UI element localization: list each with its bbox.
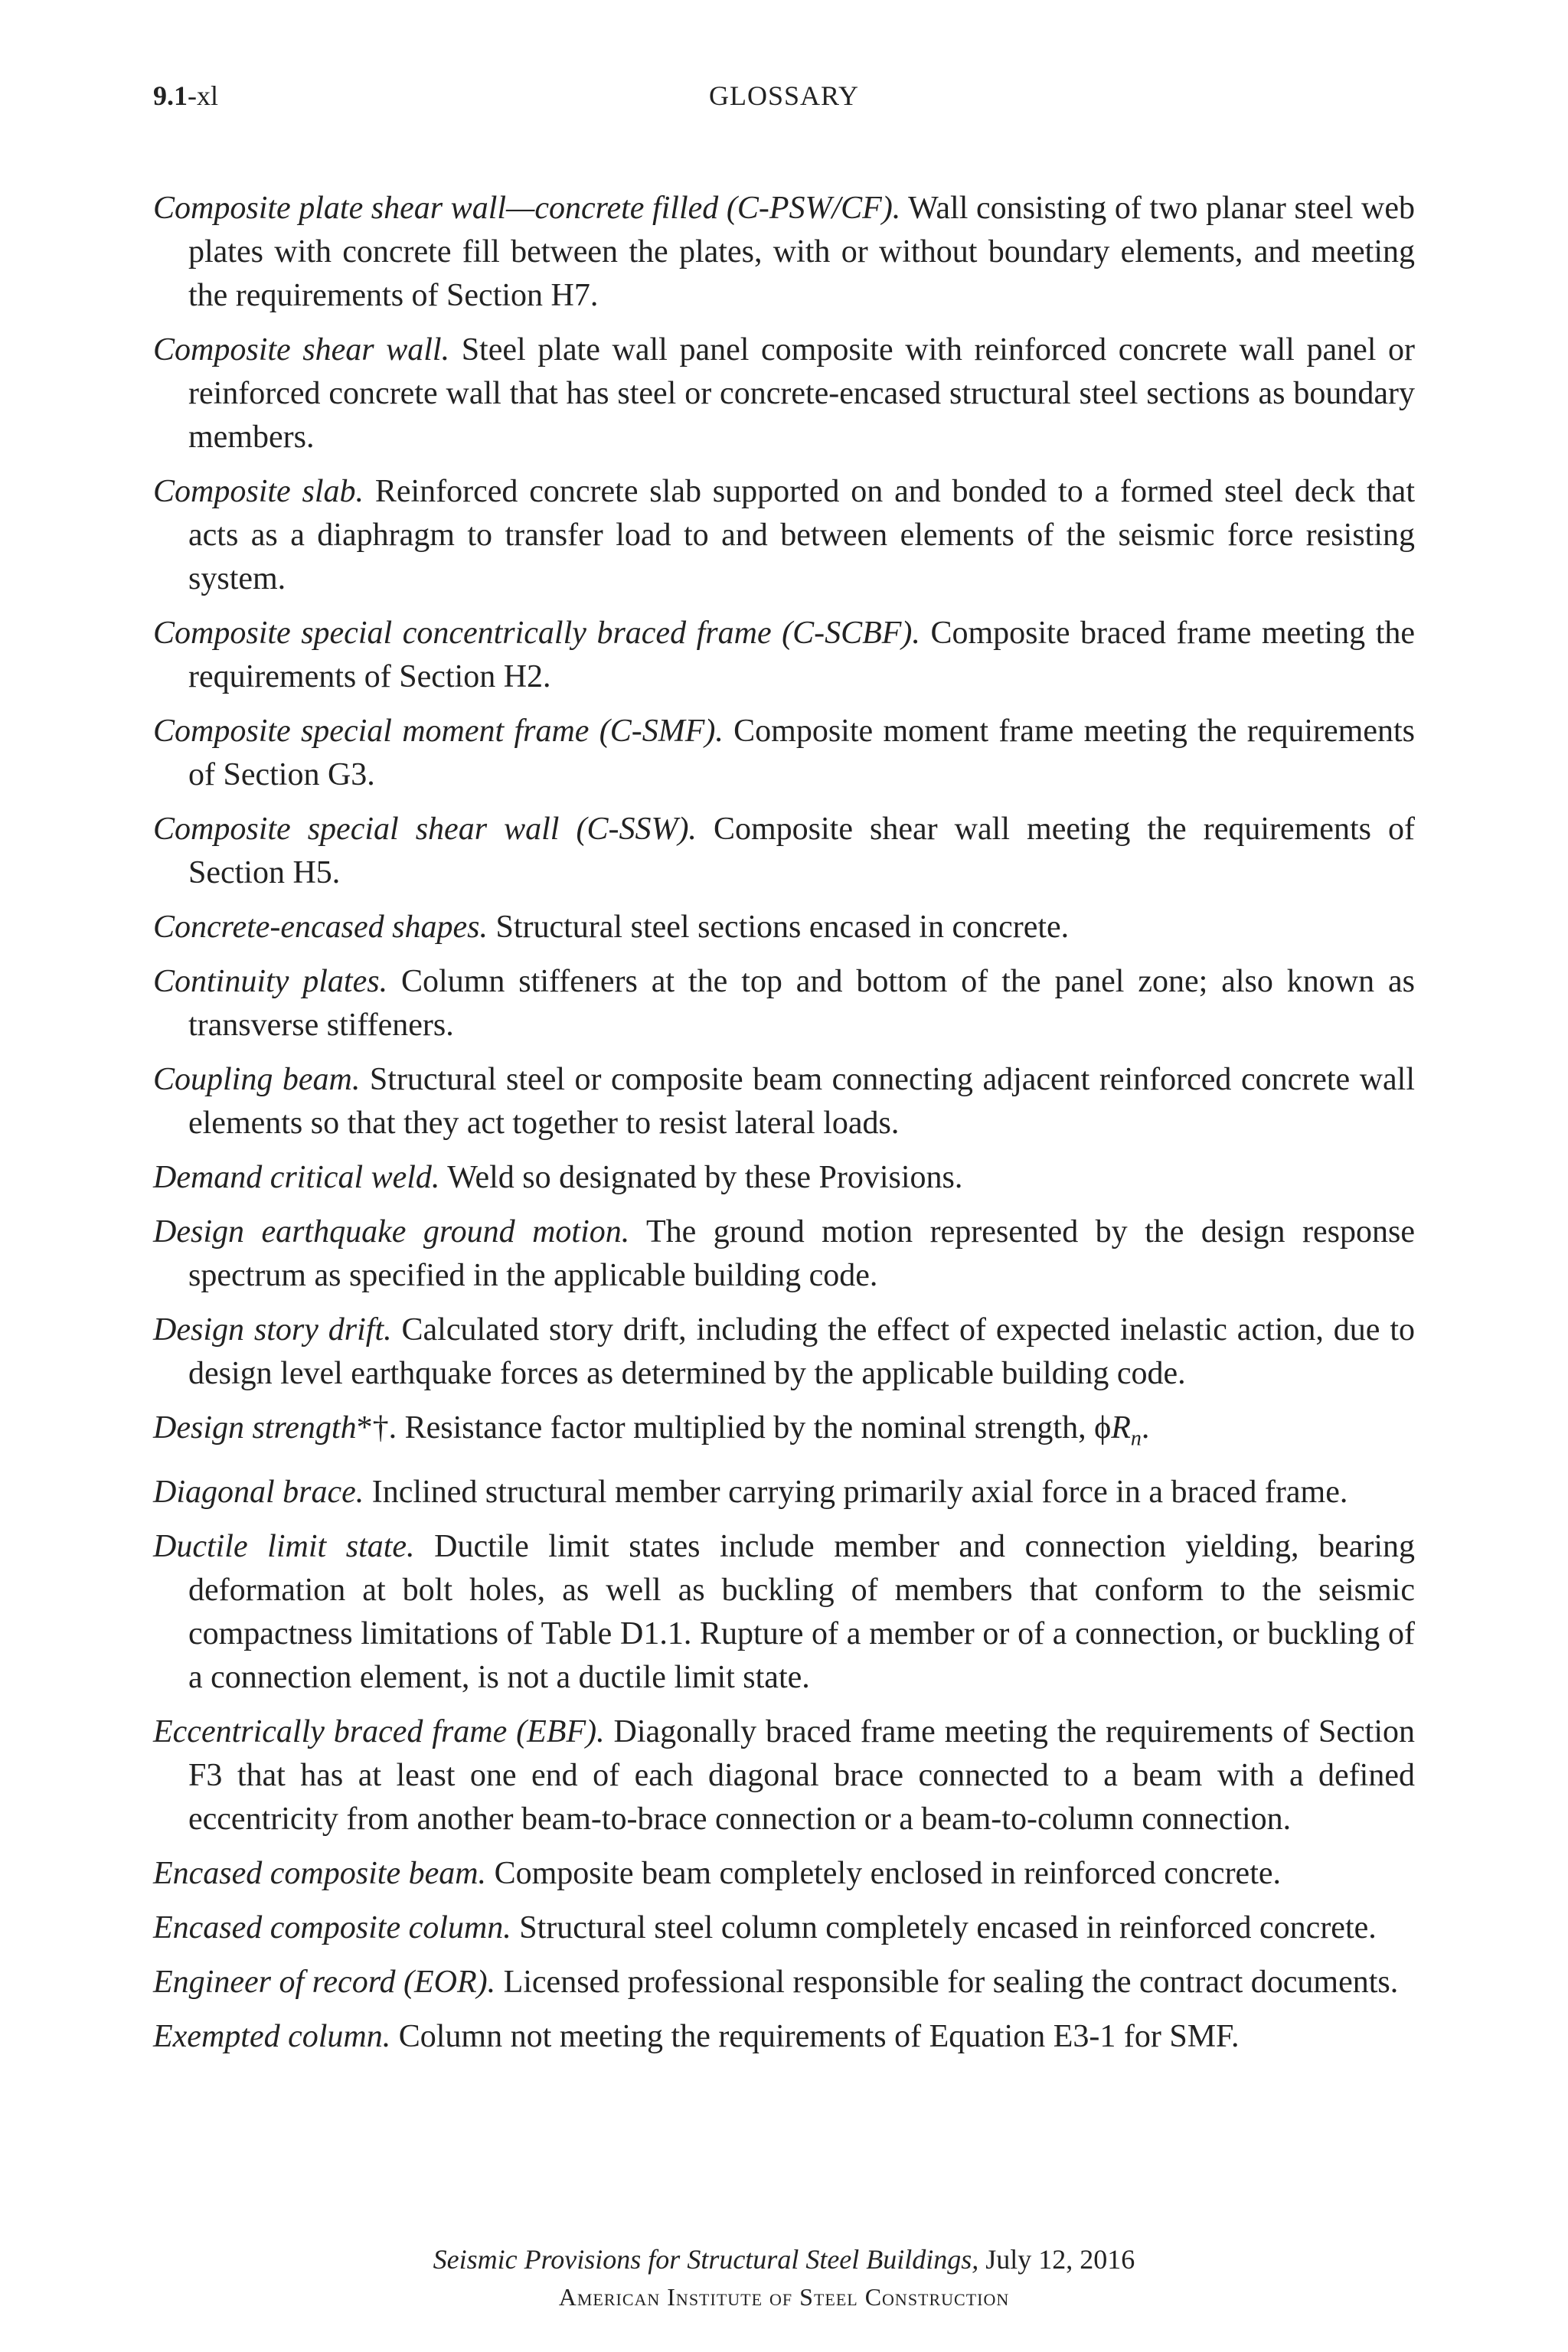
page-header: [153, 80, 1415, 118]
glossary-term: Continuity plates.: [153, 964, 388, 999]
glossary-entry: [153, 1308, 1415, 1396]
glossary-definition: Licensed professional responsible for sealing the contract documents.: [503, 1965, 1399, 2001]
glossary-term: Design earthquake ground motion.: [153, 1214, 630, 1250]
glossary-definition: Reinforced concrete slab supported on and bonded to a formed steel deck that acts as a diaphragm to transfer load to and between elements of the seismic force resisting system.: [188, 474, 1415, 596]
glossary-entry: [153, 1471, 1415, 1514]
glossary-definition: Column stiffeners at the top and bottom of the panel zone; also known as transverse stiffeners.: [188, 964, 1416, 1043]
glossary-entry: [153, 1525, 1415, 1700]
glossary-entry: [153, 1961, 1415, 2004]
glossary-entry: [153, 1852, 1415, 1896]
definition-text: Resistance factor multiplied by the nominal strength, ϕ: [404, 1410, 1112, 1446]
glossary-definition: Diagonally braced frame meeting the requirements of Section F3 that has at least one end of each diagonal brace connected to a beam with a defined eccentricity from another beam-to-brace connection or a beam-to-column connection.: [188, 1714, 1415, 1838]
page-number-main: 9.1: [153, 80, 188, 111]
glossary-entry: [153, 1156, 1415, 1200]
glossary-definition: Structural steel sections encased in concrete.: [495, 910, 1070, 945]
page-footer: [0, 2240, 1568, 2315]
glossary-definition: Inclined structural member carrying primarily axial force in a braced frame.: [371, 1475, 1348, 1511]
footer-organization: American Institute of Steel Construction: [558, 2283, 1010, 2311]
glossary-term: Eccentrically braced frame (EBF).: [153, 1714, 605, 1750]
glossary-entry: [153, 1058, 1415, 1145]
glossary-definition: Weld so designated by these Provisions.: [447, 1160, 963, 1195]
glossary-entry: [153, 808, 1415, 895]
glossary-entry: [153, 470, 1415, 601]
glossary-term: Design story drift.: [153, 1312, 392, 1348]
section-title: GLOSSARY: [708, 80, 860, 111]
glossary-entry: [153, 1210, 1415, 1298]
glossary-term: Composite plate shear wall—concrete filled (C-PSW/CF).: [153, 191, 901, 226]
glossary-term: Coupling beam.: [153, 1062, 361, 1097]
definition-end: .: [1141, 1410, 1150, 1446]
footer-publication: [0, 2240, 1568, 2278]
glossary-term: Engineer of record (EOR).: [153, 1965, 496, 2001]
glossary-entry: [153, 187, 1415, 318]
glossary-definition: Calculated story drift, including the effect of expected inelastic action, due to design level earthquake forces as determined by the applicable building code.: [188, 1312, 1415, 1391]
glossary-term: Encased composite beam.: [153, 1856, 487, 1892]
nominal-strength-symbol: R: [1111, 1410, 1131, 1446]
glossary-term: Composite shear wall.: [153, 332, 450, 368]
glossary-definition: Structural steel or composite beam connecting adjacent reinforced concrete wall elements so that they act together to resist lateral loads.: [188, 1062, 1416, 1141]
glossary-definition: [404, 1410, 1150, 1451]
glossary-term: Exempted column.: [153, 2019, 391, 2055]
glossary-term: Demand critical weld.: [153, 1160, 440, 1195]
glossary-entry: [153, 612, 1415, 699]
glossary-term: Composite slab.: [153, 474, 364, 509]
glossary-entry: [153, 710, 1415, 797]
glossary-entry: [153, 1406, 1415, 1460]
glossary-entry: [153, 2015, 1415, 2059]
glossary-definition: Wall consisting of two planar steel web plates with concrete fill between the plates, with or without boundary elements, and meeting the requirements of Section H7.: [188, 191, 1415, 313]
glossary-term: Encased composite column.: [153, 1910, 511, 1946]
glossary-term: Ductile limit state.: [153, 1529, 415, 1565]
glossary-definition: Composite moment frame meeting the requirements of Section G3.: [188, 714, 1416, 792]
glossary-term-suffix: *†.: [356, 1410, 397, 1446]
glossary-entry: [153, 1710, 1415, 1841]
glossary-definition: Composite braced frame meeting the requirements of Section H2.: [188, 616, 1416, 694]
glossary-entry: [153, 906, 1415, 949]
glossary-term: Diagonal brace.: [153, 1475, 364, 1511]
glossary-entry: [153, 1906, 1415, 1950]
glossary-term: Composite special concentrically braced frame (C-SCBF).: [153, 616, 920, 651]
glossary-term: Composite special shear wall (C-SSW).: [153, 812, 697, 847]
glossary-entry: [153, 960, 1415, 1047]
glossary-definition: Composite beam completely enclosed in reinforced concrete.: [494, 1856, 1282, 1892]
publication-date: July 12, 2016: [978, 2244, 1135, 2275]
glossary-definition: Composite shear wall meeting the requirements of Section H5.: [188, 812, 1415, 890]
nominal-strength-subscript: n: [1130, 1426, 1142, 1451]
glossary-term: Design strength: [153, 1410, 357, 1446]
glossary-definition: Column not meeting the requirements of Equation E3-1 for SMF.: [398, 2019, 1240, 2055]
glossary-definition: Structural steel column completely encased in reinforced concrete.: [519, 1910, 1377, 1946]
page-number-suffix: -xl: [188, 80, 218, 111]
glossary-definition: Ductile limit states include member and connection yielding, bearing deformation at bolt holes, as well as buckling of members that conform to the seismic compactness limitations of Table D1.1. Rupture of a member or of a connection, or buckling of a connection element, is not a ductile limit state.: [188, 1529, 1416, 1696]
glossary-entry: [153, 328, 1415, 459]
publication-title: Seismic Provisions for Structural Steel Buildings,: [433, 2244, 979, 2275]
glossary-term: Concrete-encased shapes.: [153, 910, 488, 945]
glossary-definition: Steel plate wall panel composite with reinforced concrete wall panel or reinforced concrete wall that has steel or concrete-encased structural steel sections as boundary members.: [188, 332, 1415, 455]
glossary-definition: The ground motion represented by the design response spectrum as specified in the applicable building code.: [188, 1214, 1415, 1293]
glossary-term: Composite special moment frame (C-SMF).: [153, 714, 724, 749]
glossary-list: [153, 187, 1415, 2069]
